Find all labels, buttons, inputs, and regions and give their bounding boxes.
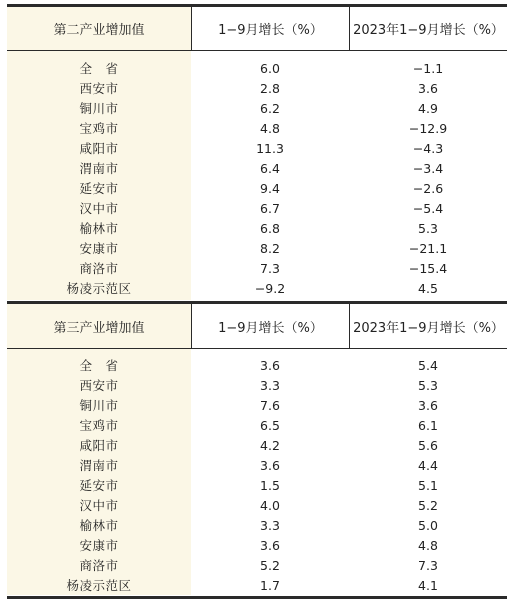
header-growth: 1−9月增长（%）	[191, 304, 349, 348]
prev-growth-value: −4.3	[412, 140, 444, 156]
growth-value: 9.4	[260, 180, 280, 196]
prev-growth-value: 4.8	[418, 537, 438, 553]
region-name: 汉中市	[79, 498, 119, 513]
region-name: 商洛市	[79, 261, 119, 276]
region-name: 商洛市	[79, 558, 119, 573]
table-row	[7, 118, 507, 138]
growth-value: 8.2	[260, 240, 280, 256]
growth-value: 11.3	[256, 140, 284, 156]
region-name: 安康市	[79, 241, 119, 256]
region-name: 榆林市	[79, 221, 119, 236]
growth-value: 7.6	[260, 397, 280, 413]
region-name: 咸阳市	[79, 141, 119, 156]
growth-value: 3.6	[260, 537, 280, 553]
table-row	[7, 375, 507, 395]
prev-growth-value: 6.1	[418, 417, 438, 433]
region-name: 渭南市	[79, 161, 119, 176]
header-growth: 1−9月增长（%）	[191, 7, 349, 50]
region-name: 咸阳市	[79, 438, 119, 453]
table-body	[7, 51, 507, 300]
prev-growth-value: 4.9	[418, 100, 438, 116]
growth-value: 3.3	[260, 517, 280, 533]
table-row	[7, 158, 507, 178]
growth-value: 4.0	[260, 497, 280, 513]
table-row	[7, 178, 507, 198]
prev-growth-value: −2.6	[412, 180, 444, 196]
prev-growth-value: 5.3	[418, 220, 438, 236]
prev-growth-value: 5.2	[418, 497, 438, 513]
region-name: 渭南市	[79, 458, 119, 473]
table-header-row	[7, 7, 507, 50]
header-indicator: 第三产业增加值	[7, 304, 191, 348]
table-row	[7, 415, 507, 435]
prev-growth-value: −3.4	[412, 160, 444, 176]
table-row	[7, 98, 507, 118]
table-row	[7, 475, 507, 495]
table-row	[7, 575, 507, 595]
growth-value: 6.4	[260, 160, 280, 176]
prev-growth-value: 4.4	[418, 457, 438, 473]
table-bottom-rule	[7, 596, 507, 599]
growth-value: 6.0	[260, 60, 280, 76]
table-row	[7, 238, 507, 258]
table-row	[7, 138, 507, 158]
table-body	[7, 349, 507, 595]
growth-value: 3.6	[260, 457, 280, 473]
prev-growth-value: 5.4	[418, 357, 438, 373]
prev-growth-value: −15.4	[408, 260, 448, 276]
prev-growth-value: −1.1	[412, 60, 444, 76]
table-row	[7, 355, 507, 375]
tertiary-industry-table	[7, 300, 507, 606]
region-name: 铜川市	[79, 101, 119, 116]
table-row	[7, 535, 507, 555]
table-row	[7, 495, 507, 515]
growth-value: −9.2	[254, 280, 286, 296]
region-name: 汉中市	[79, 201, 119, 216]
growth-value: 6.2	[260, 100, 280, 116]
region-name: 榆林市	[79, 518, 119, 533]
growth-value: 1.5	[260, 477, 280, 493]
region-name: 宝鸡市	[79, 121, 119, 136]
prev-growth-value: −21.1	[408, 240, 448, 256]
region-name: 西安市	[79, 81, 119, 96]
prev-growth-value: 5.3	[418, 377, 438, 393]
prev-growth-value: −12.9	[408, 120, 448, 136]
prev-growth-value: −5.4	[412, 200, 444, 216]
growth-value: 3.6	[260, 357, 280, 373]
growth-value: 6.8	[260, 220, 280, 236]
table-header-row	[7, 304, 507, 348]
table-row	[7, 198, 507, 218]
table-row	[7, 455, 507, 475]
table-row	[7, 78, 507, 98]
region-name: 全 省	[79, 61, 119, 76]
secondary-industry-table	[7, 0, 507, 300]
region-name: 铜川市	[79, 398, 119, 413]
growth-value: 2.8	[260, 80, 280, 96]
header-prev-growth: 2023年1−9月增长（%）	[349, 7, 507, 50]
prev-growth-value: 5.0	[418, 517, 438, 533]
growth-value: 5.2	[260, 557, 280, 573]
table-row	[7, 515, 507, 535]
prev-growth-value: 5.1	[418, 477, 438, 493]
table-row	[7, 58, 507, 78]
region-name: 全 省	[79, 358, 119, 373]
table-row	[7, 278, 507, 298]
prev-growth-value: 4.1	[418, 577, 438, 593]
prev-growth-value: 7.3	[418, 557, 438, 573]
region-name: 杨凌示范区	[66, 578, 132, 593]
region-name: 延安市	[79, 181, 119, 196]
header-indicator: 第二产业增加值	[7, 7, 191, 50]
region-name: 西安市	[79, 378, 119, 393]
prev-growth-value: 5.6	[418, 437, 438, 453]
growth-value: 7.3	[260, 260, 280, 276]
growth-value: 3.3	[260, 377, 280, 393]
table-row	[7, 555, 507, 575]
growth-value: 6.7	[260, 200, 280, 216]
table-row	[7, 218, 507, 238]
table-row	[7, 395, 507, 415]
table-row	[7, 435, 507, 455]
prev-growth-value: 3.6	[418, 397, 438, 413]
header-prev-growth: 2023年1−9月增长（%）	[349, 304, 507, 348]
region-name: 延安市	[79, 478, 119, 493]
region-name: 杨凌示范区	[66, 281, 132, 296]
region-name: 安康市	[79, 538, 119, 553]
growth-value: 4.2	[260, 437, 280, 453]
growth-value: 4.8	[260, 120, 280, 136]
table-row	[7, 258, 507, 278]
growth-value: 6.5	[260, 417, 280, 433]
growth-value: 1.7	[260, 577, 280, 593]
prev-growth-value: 4.5	[418, 280, 438, 296]
prev-growth-value: 3.6	[418, 80, 438, 96]
region-name: 宝鸡市	[79, 418, 119, 433]
